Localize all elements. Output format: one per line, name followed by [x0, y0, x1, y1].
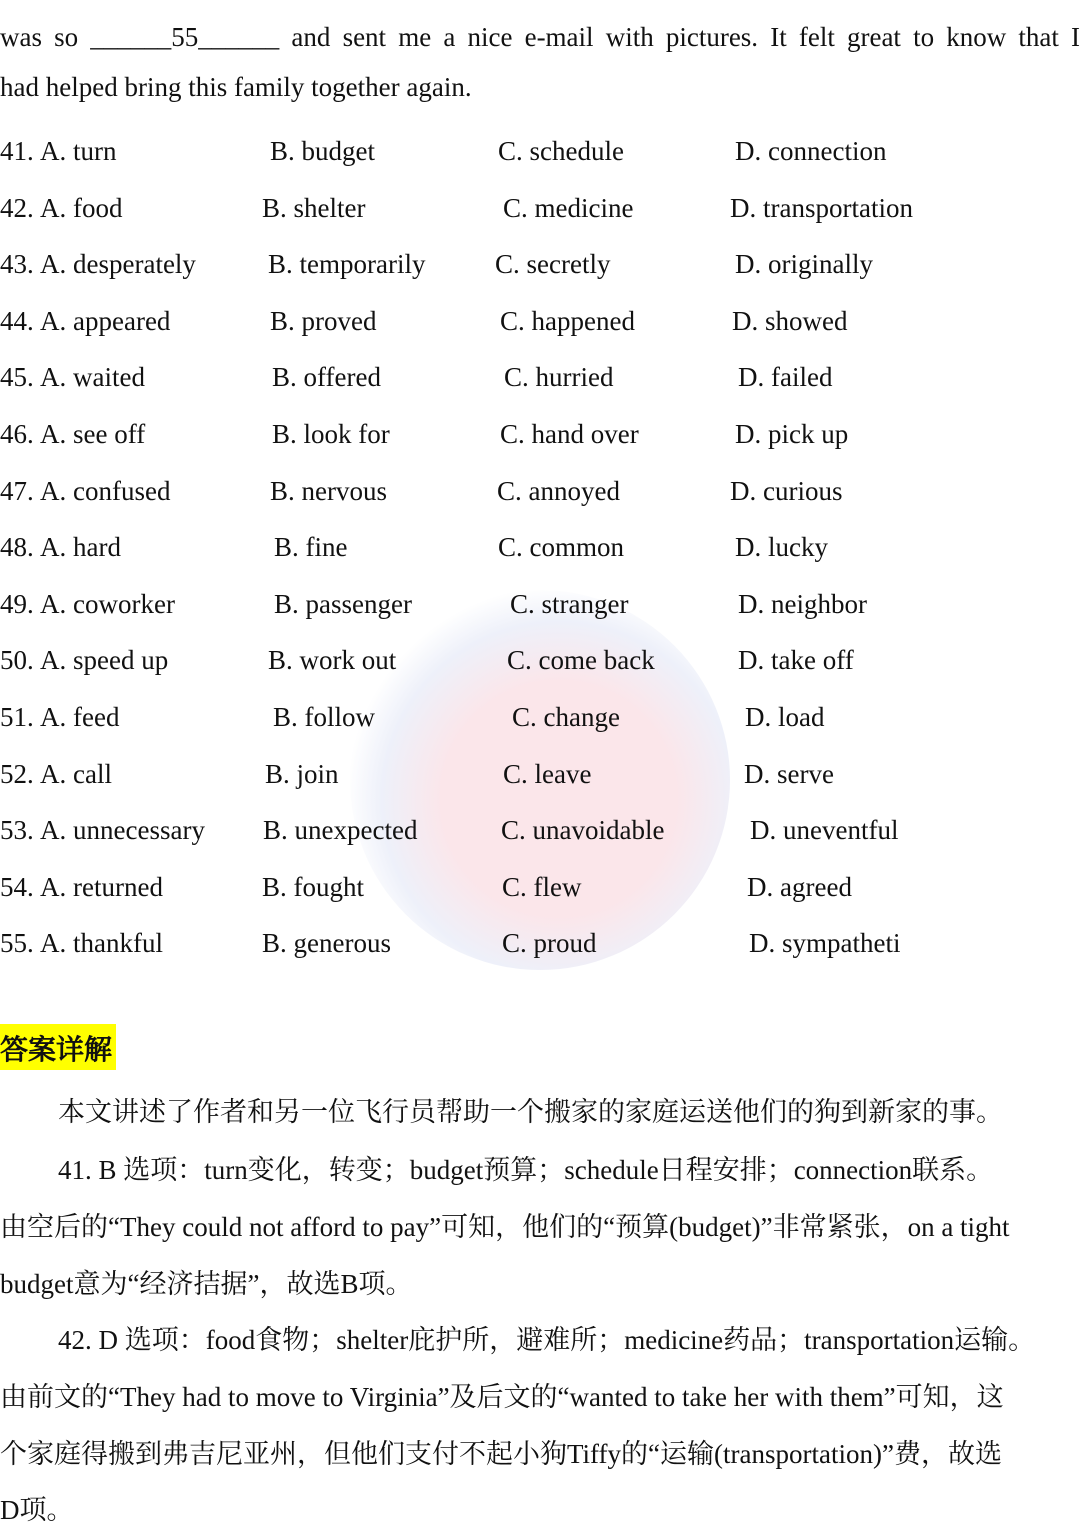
- option-c: C. happened: [500, 306, 635, 336]
- option-a: A. desperately: [40, 249, 196, 279]
- option-c: C. leave: [503, 759, 592, 789]
- option-c: C. change: [512, 702, 620, 732]
- option-d: D. pick up: [735, 419, 849, 449]
- option-d: D. neighbor: [738, 589, 867, 619]
- explanation-42-line: D项。: [0, 1495, 74, 1525]
- option-d: D. take off: [738, 645, 854, 675]
- option-c: C. come back: [507, 645, 655, 675]
- question-number: 49.: [0, 589, 34, 619]
- option-d: D. curious: [730, 476, 843, 506]
- option-b: B. budget: [270, 136, 375, 166]
- option-a: A. appeared: [40, 306, 171, 336]
- option-d: D. transportation: [730, 193, 913, 223]
- option-b: B. follow: [273, 702, 376, 732]
- explanation-41-line: 41. B 选项：turn变化，转变；budget预算；schedule日程安排；connection联系。: [58, 1155, 994, 1185]
- passage-line: had helped bring this family together again.: [0, 72, 472, 102]
- option-a: A. turn: [40, 136, 117, 166]
- question-number: 42.: [0, 193, 34, 223]
- question-number: 50.: [0, 645, 34, 675]
- explanation-41-line: 由空后的“They could not afford to pay”可知，他们的“预算(budget)”非常紧张，on a tight: [0, 1212, 1010, 1242]
- option-b: B. fine: [274, 532, 348, 562]
- option-b: B. passenger: [274, 589, 412, 619]
- option-b: B. work out: [268, 645, 397, 675]
- option-d: D. lucky: [735, 532, 828, 562]
- question-number: 54.: [0, 872, 34, 902]
- option-b: B. proved: [270, 306, 377, 336]
- question-number: 45.: [0, 362, 34, 392]
- option-c: C. medicine: [503, 193, 634, 223]
- option-a: A. waited: [40, 362, 145, 392]
- option-c: C. flew: [502, 872, 582, 902]
- question-number: 44.: [0, 306, 34, 336]
- explanation-42-line: 由前文的“They had to move to Virginia”及后文的“wanted to take her with them”可知，这: [0, 1382, 1004, 1412]
- explanation-42-line: 个家庭得搬到弗吉尼亚州，但他们支付不起小狗Tiffy的“运输(transportation)”费，故选: [0, 1439, 1002, 1469]
- option-a: A. see off: [40, 419, 146, 449]
- question-number: 46.: [0, 419, 34, 449]
- question-number: 55.: [0, 928, 34, 958]
- option-a: A. hard: [40, 532, 121, 562]
- option-b: B. unexpected: [263, 815, 418, 845]
- option-d: D. serve: [744, 759, 834, 789]
- option-c: C. common: [498, 532, 624, 562]
- option-d: D. originally: [735, 249, 873, 279]
- option-c: C. hand over: [500, 419, 639, 449]
- option-a: A. call: [40, 759, 112, 789]
- option-d: D. uneventful: [750, 815, 899, 845]
- option-b: B. look for: [272, 419, 390, 449]
- question-number: 51.: [0, 702, 34, 732]
- option-d: D. load: [745, 702, 825, 732]
- option-b: B. nervous: [270, 476, 387, 506]
- option-d: D. showed: [732, 306, 848, 336]
- answer-heading: 答案详解: [0, 1024, 116, 1070]
- option-a: A. food: [40, 193, 123, 223]
- option-d: D. agreed: [747, 872, 852, 902]
- option-c: C. stranger: [510, 589, 629, 619]
- option-a: A. confused: [40, 476, 171, 506]
- option-c: C. annoyed: [497, 476, 620, 506]
- option-b: B. temporarily: [268, 249, 426, 279]
- question-number: 53.: [0, 815, 34, 845]
- option-d: D. sympatheti: [749, 928, 901, 958]
- option-c: C. hurried: [504, 362, 614, 392]
- question-number: 43.: [0, 249, 34, 279]
- answer-summary: 本文讲述了作者和另一位飞行员帮助一个搬家的家庭运送他们的狗到新家的事。: [58, 1097, 1003, 1127]
- option-a: A. speed up: [40, 645, 169, 675]
- option-a: A. feed: [40, 702, 120, 732]
- question-number: 48.: [0, 532, 34, 562]
- option-a: A. thankful: [40, 928, 163, 958]
- option-c: C. secretly: [495, 249, 611, 279]
- explanation-41-line: budget意为“经济拮据”，故选B项。: [0, 1269, 413, 1299]
- passage-line: was so ______55______ and sent me a nice e-mail with pictures. It felt great to know that I: [0, 22, 1080, 52]
- option-b: B. join: [265, 759, 339, 789]
- option-b: B. shelter: [262, 193, 366, 223]
- option-a: A. unnecessary: [40, 815, 205, 845]
- question-number: 52.: [0, 759, 34, 789]
- question-number: 41.: [0, 136, 34, 166]
- option-a: A. returned: [40, 872, 163, 902]
- explanation-42-line: 42. D 选项：food食物；shelter庇护所，避难所；medicine药品；transportation运输。: [58, 1325, 1036, 1355]
- option-c: C. schedule: [498, 136, 624, 166]
- question-number: 47.: [0, 476, 34, 506]
- option-d: D. connection: [735, 136, 887, 166]
- option-d: D. failed: [738, 362, 833, 392]
- option-b: B. fought: [262, 872, 365, 902]
- option-a: A. coworker: [40, 589, 175, 619]
- option-c: C. unavoidable: [501, 815, 665, 845]
- option-b: B. generous: [262, 928, 391, 958]
- option-c: C. proud: [502, 928, 597, 958]
- option-b: B. offered: [272, 362, 381, 392]
